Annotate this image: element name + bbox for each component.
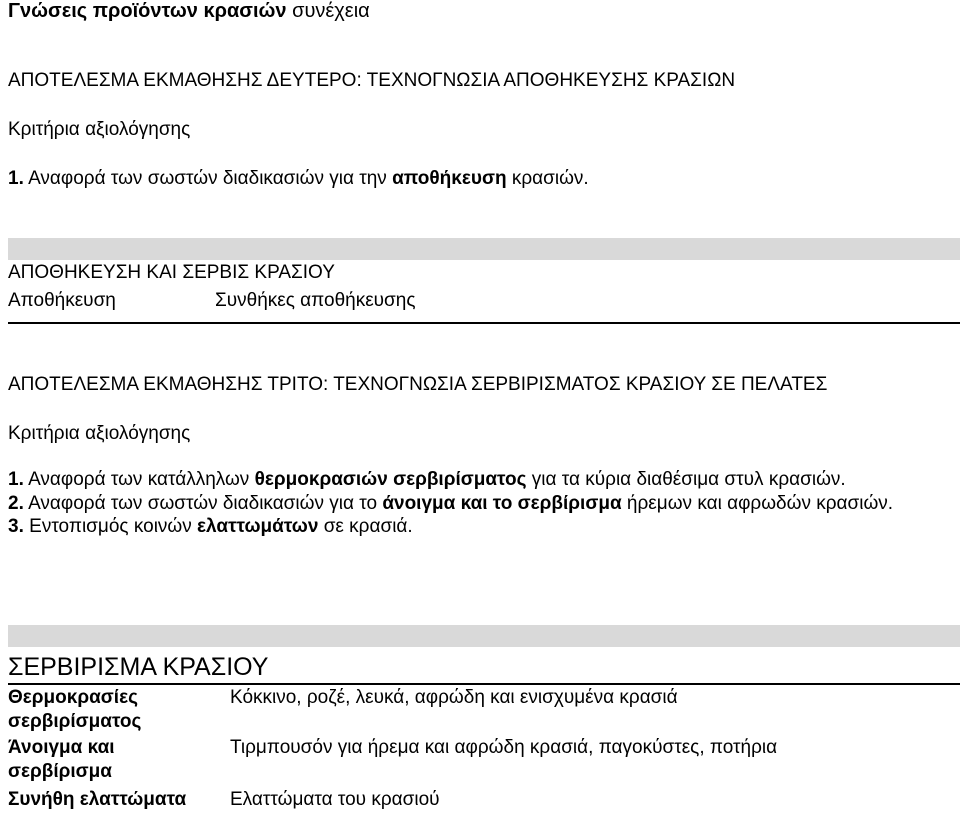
list-item-bold-text: άνοιγμα και το σερβίρισμα	[382, 492, 622, 514]
list-item-number: 2.	[8, 492, 24, 514]
table-row-label: Άνοιγμα και σερβίρισμα	[8, 737, 115, 782]
storage-table-title: ΑΠΟΘΗΚΕΥΣΗ ΚΑΙ ΣΕΡΒΙΣ ΚΡΑΣΙΟΥ	[8, 262, 335, 283]
table-row-value: Κόκκινο, ροζέ, λευκά, αφρώδη και ενισχυμένα κρασιά	[230, 687, 678, 708]
storage-conditions-column-label: Συνθήκες αποθήκευσης	[215, 290, 416, 311]
page-title-bold: Γνώσεις προϊόντων κρασιών	[8, 0, 287, 22]
list-item-text: Αναφορά των κατάλληλων	[28, 469, 250, 490]
list-item	[8, 515, 948, 539]
list-item-number: 1.	[8, 168, 24, 189]
learning-outcome-two-heading: ΑΠΟΤΕΛΕΣΜΑ ΕΚΜΑΘΗΣΗΣ ΔΕΥΤΕΡΟ: ΤΕΧΝΟΓΝΩΣΙΑ ΑΠΟΘΗΚΕΥΣΗΣ ΚΡΑΣΙΩΝ	[8, 70, 736, 91]
table-row-value: Τιρμπουσόν για ήρεμα και αφρώδη κρασιά, παγοκύστες, ποτήρια	[230, 737, 778, 758]
table-header-band	[8, 625, 960, 647]
serving-table-title: ΣΕΡΒΙΡΙΣΜΑ ΚΡΑΣΙΟΥ	[8, 653, 269, 681]
list-item-text: Εντοπισμός κοινών	[29, 516, 192, 537]
criteria-label: Κριτήρια αξιολόγησης	[8, 423, 191, 444]
page-title	[8, 0, 370, 23]
list-item-text-end: ήρεμων και αφρωδών κρασιών.	[626, 492, 894, 514]
page-title-rest: συνέχεια	[292, 0, 370, 22]
table-header-band	[8, 238, 960, 260]
list-item	[8, 492, 948, 516]
list-item-text-end: για τα κύρια διαθέσιμα στυλ κρασιών.	[531, 469, 846, 490]
criteria-list	[8, 468, 948, 539]
list-item-number: 1.	[8, 469, 24, 490]
list-item	[8, 468, 948, 492]
table-row-value: Ελαττώματα του κρασιού	[230, 789, 440, 810]
list-item-number: 3.	[8, 516, 24, 537]
list-item	[8, 168, 589, 190]
list-item-text: Αναφορά των σωστών διαδικασιών για το	[28, 492, 378, 514]
table-row-label: Συνήθη ελαττώματα	[8, 789, 187, 810]
list-item-text: Αναφορά των σωστών διαδικασιών για την	[28, 168, 387, 189]
list-item-text-end: σε κρασιά.	[323, 516, 413, 537]
table-divider	[8, 683, 960, 685]
list-item-bold-text: θερμοκρασιών σερβιρίσματος	[254, 469, 527, 490]
table-divider	[8, 322, 960, 324]
learning-outcome-three-heading: ΑΠΟΤΕΛΕΣΜΑ ΕΚΜΑΘΗΣΗΣ ΤΡΙΤΟ: ΤΕΧΝΟΓΝΩΣΙΑ ΣΕΡΒΙΡΙΣΜΑΤΟΣ ΚΡΑΣΙΟΥ ΣΕ ΠΕΛΑΤΕΣ	[8, 374, 828, 395]
criteria-label: Κριτήρια αξιολόγησης	[8, 119, 191, 140]
list-item-bold-text: ελαττωμάτων	[197, 516, 319, 537]
list-item-text-end: κρασιών.	[511, 168, 589, 189]
table-row-label: Θερμοκρασίες σερβιρίσματος	[8, 687, 142, 732]
storage-column-label: Αποθήκευση	[8, 290, 116, 311]
list-item-bold-text: αποθήκευση	[392, 168, 507, 189]
